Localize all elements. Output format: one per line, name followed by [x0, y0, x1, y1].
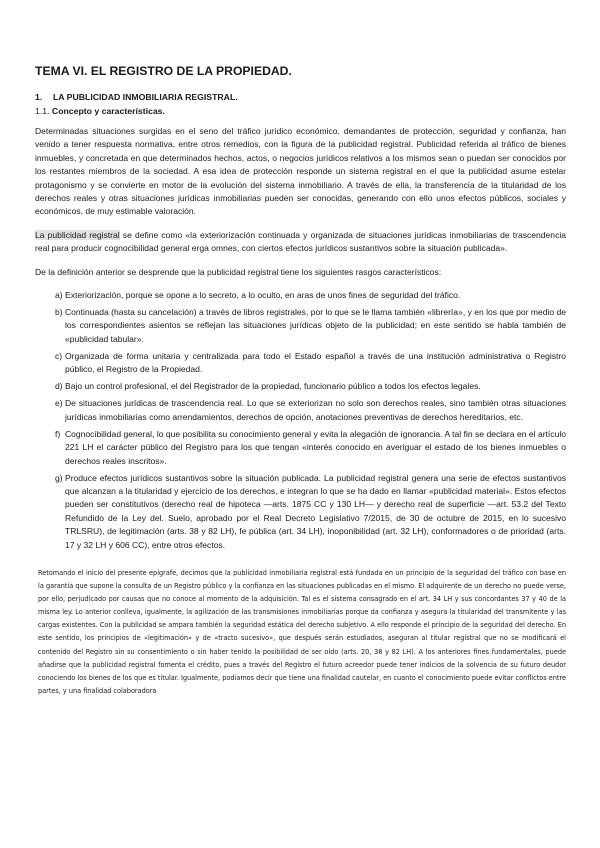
- feature-item: [35, 428, 566, 468]
- feature-text: Cognocibilidad general, lo que posibilita su conocimiento general y evita la alegación de ignorancia. A tal fin se declara en el artículo 221 LH el carácter público del Registro para los que tengan «interés conocido en averiguar el estado de los bienes inmuebles o derechos reales inscritos».: [65, 428, 566, 466]
- features-intro: De la definición anterior se desprende que la publicidad registral tiene los siguientes rasgos característicos:: [35, 266, 442, 277]
- subsection-heading: [35, 106, 566, 116]
- feature-item: [35, 350, 566, 377]
- page-title: TEMA VI. EL REGISTRO DE LA PROPIEDAD.: [35, 64, 292, 78]
- closing-paragraph: Retomando el inicio del presente epígrafe, decimos que la publicidad inmobiliaria registral está fundada en un principio de la seguridad del tráfico con base en la garantía que supone la consulta de un Registro público y la confianza en las situaciones publicadas en el mismo. El adquirente de un derecho no puede verse, por ello, perjudicado por causas que no conoce al momento de la adquisición. Tal es el sistema consagrado en el art. 34 LH y sus concordantes 37 y 40 de la misma ley. Lo anterior conlleva, igualmente, la agilización de las transmisiones inmobiliarias porque da confianza y asegura la titularidad del transmitente y las cargas existentes. Con la publicidad se ampara también la seguridad estática del derecho subjetivo. A ello responde el principio de la seguridad del derecho. En este sentido, los principios de «legitimación» y de «tracto sucesivo», que después serán estudiados, aseguran al titular registral que no se modificará el contenido del Registro sin su consentimiento o sin haber tenido la posibilidad de ser oído (arts. 20, 38 y 82 LH). A los anteriores fines fundamentales, puede añadirse que la publicidad registral fomenta el crédito, pues a través del Registro el futuro acreedor puede tener indicios de la solvencia de su futuro deudor conociendo los bienes de los que es titular. Igualmente, podíamos decir que tiene una finalidad cautelar, en cuanto el conocimiento puede evitar conflictos entre partes, y una finalidad colaboradora: [38, 567, 566, 695]
- feature-text: Produce efectos jurídicos sustantivos sobre la situación publicada. La publicidad registral genera una serie de efectos sustantivos que alcanzan a la titularidad y ejercicio de los derechos, e integran lo que se ha dado en llamar «publicidad material». Estos efectos pueden ser constitutivos (derecho real de hipoteca —arts. 1875 CC y 130 LH— y derecho real de superficie —art. 53.2 del Texto Refundido de la Ley del. Suelo, aprobado por el Real Decreto Legislativo 7/2015, de 30 de octubre de 2015, en lo sucesivo TRLSRU), de legitimación (arts. 38 y 82 LH), fe pública (art. 34 LH), inoponibilidad (art. 32 LH), conformadores o de prioridad (arts. 17 y 32 LH y 606 CC), entre otros efectos.: [65, 472, 566, 550]
- feature-item: [35, 380, 566, 393]
- feature-marker: d): [55, 381, 63, 392]
- feature-marker: a): [55, 290, 63, 301]
- feature-item: [35, 289, 566, 302]
- feature-text: De situaciones jurídicas de trascendencia real. Lo que se exteriorizan no solo son derechos reales, sino también otras situaciones jurídicas inmobiliarias como arrendamientos, derechos de opción, anotaciones preventivas de derechos hereditarios, etc.: [65, 398, 566, 422]
- feature-text: Exteriorización, porque se opone a lo secreto, a lo oculto, en aras de unos fines de seguridad del tráfico.: [65, 290, 461, 301]
- definition-text: se define como «la exteriorización continuada y organizada de situaciones jurídicas inmobiliarias de trascendencia real para producir cognocibilidad general erga omnes, con ciertos efectos jurídicos sustantivos sobre la situación publicada».: [35, 229, 566, 254]
- feature-text: Organizada de forma unitaria y centralizada para todo el Estado español a través de una institución administrativa o Registro público, el Registro de la Propiedad.: [65, 350, 566, 375]
- feature-text: Continuada (hasta su cancelación) a través de libros registrales, por lo que se le llama también «librería», y en los que por medio de los correspondientes asientos se reflejan las situaciones jurídicas objeto de la publicidad; en este sentido se habla también de «publicidad tabular».: [65, 307, 566, 344]
- feature-text: Bajo un control profesional, el del Registrador de la propiedad, funcionario público a todos los efectos legales.: [65, 381, 481, 392]
- feature-marker: e): [55, 398, 63, 409]
- feature-marker: b): [55, 307, 63, 318]
- feature-marker: c): [55, 350, 63, 361]
- feature-item: [35, 306, 566, 346]
- section-heading: [35, 92, 566, 102]
- definition-paragraph: [35, 229, 566, 256]
- feature-item: [35, 472, 566, 552]
- definition-highlight: La publicidad registral: [35, 229, 120, 240]
- subsection-label: Concepto y características.: [51, 106, 165, 116]
- subsection-number: 1.1.: [35, 106, 50, 116]
- feature-item: [35, 397, 566, 424]
- features-list: [35, 289, 566, 552]
- document-page: [35, 64, 566, 697]
- feature-marker: g): [55, 472, 63, 483]
- feature-marker: f): [55, 428, 61, 439]
- section-number: 1.: [35, 92, 43, 102]
- intro-paragraph: Determinadas situaciones surgidas en el seno del tráfico jurídico económico, demandantes de protección, seguridad y confianza, han venido a tener respuesta normativa, entre otros remedios, con la figura de la publicidad registral. Publicidad referida al tráfico de bienes inmuebles, y concretada en que determinados hechos, actos, o negocios jurídicos relativos a los mismos sean o puedan ser conocidos por los restantes miembros de la sociedad. A esa idea de protección responde un sistema registral en el que la publicidad asume estelar protagonismo y se convierte en motor de la evolución del sistema inmobiliario. A través de ella, la transferencia de la titularidad de los derechos reales y otras situaciones jurídicas inmobiliarias pueden ser conocidas, generando con ello unos efectos públicos, sociales y económicos, de muy estimable valoración.: [35, 126, 566, 217]
- section-label: LA PUBLICIDAD INMOBILIARIA REGISTRAL.: [53, 92, 238, 102]
